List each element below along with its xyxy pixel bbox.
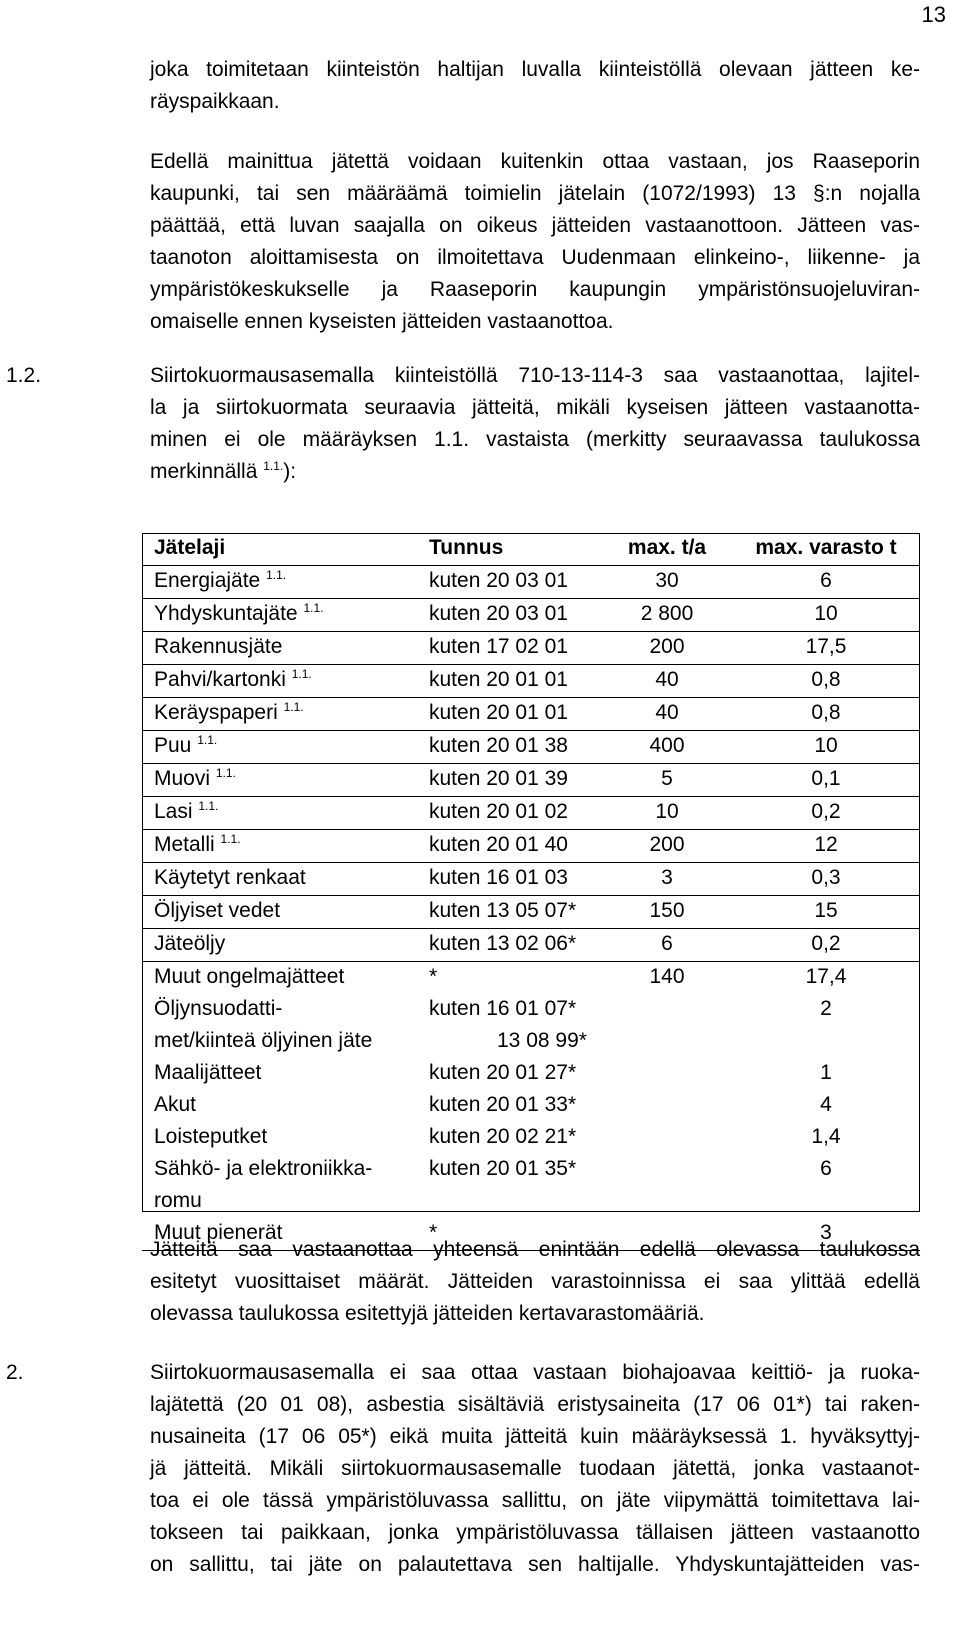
- waste-code-cell: kuten 20 01 35*: [429, 1157, 577, 1180]
- waste-code-cell: kuten 16 01 03: [417, 863, 602, 896]
- table-row: [142, 797, 920, 830]
- waste-type-cell: [142, 863, 417, 896]
- max-per-year-cell: 140: [649, 965, 685, 988]
- waste-type-cell: [142, 698, 417, 731]
- waste-type-cell: Muut pienerät: [142, 1218, 417, 1251]
- waste-type-cell: Loisteputket: [154, 1125, 268, 1148]
- waste-table: [142, 533, 920, 1251]
- text-line: kaupunki, tai sen määräämä toimielin jätelain (1072/1993) 13 §:n nojalla: [150, 182, 920, 205]
- column-header: Jätelaji: [142, 533, 417, 566]
- waste-code-cell: kuten 13 02 06*: [417, 929, 602, 962]
- footnote-mark: 1.1.: [197, 733, 218, 747]
- waste-code-cell: kuten 20 01 01: [417, 698, 602, 731]
- waste-type-name: Yhdyskuntajäte: [154, 602, 298, 625]
- waste-type-cell: Maalijätteet: [154, 1061, 262, 1084]
- waste-code-cell: kuten 20 01 40: [417, 830, 602, 863]
- max-per-year-cell: 40: [602, 665, 732, 698]
- max-per-year-cell: [602, 1154, 732, 1186]
- waste-code-cell: kuten 20 03 01: [417, 566, 602, 599]
- waste-code-cell: kuten 20 01 27*: [429, 1061, 577, 1084]
- paragraph-section-1-2: [150, 360, 920, 488]
- max-per-year-cell: 2 800: [602, 599, 732, 632]
- waste-type-cell: [142, 896, 417, 929]
- paragraph-section-2: [150, 1357, 920, 1581]
- waste-type-cell: met/kiinteä öljyinen jäte: [154, 1029, 373, 1052]
- max-per-year-cell: 30: [602, 566, 732, 599]
- table-row: [142, 1154, 920, 1186]
- waste-code-cell: *: [417, 1218, 602, 1251]
- text-line: [150, 456, 920, 488]
- max-storage-cell: 0,8: [732, 665, 920, 698]
- column-header: max. t/a: [602, 533, 732, 566]
- waste-type-cell: Sähkö- ja elektroniikka-: [154, 1157, 373, 1180]
- footnote-mark: 1.1.: [220, 832, 241, 846]
- max-per-year-cell: 200: [602, 830, 732, 863]
- text-line: Siirtokuormausasemalla kiinteistöllä 710-13-114-3 saa vastaanottaa, lajitel-: [150, 364, 920, 387]
- max-per-year-cell: [602, 1090, 732, 1122]
- section-number: 1.2.: [6, 364, 42, 387]
- waste-type-cell: [142, 929, 417, 962]
- waste-type-name: Keräyspaperi: [154, 701, 278, 724]
- table-row: [142, 994, 920, 1026]
- text-line: taanoton aloittamisesta on ilmoitettava Uudenmaan elinkeino-, liikenne- ja: [150, 246, 920, 269]
- max-storage-cell: [732, 1186, 920, 1218]
- page-number: 13: [921, 2, 946, 27]
- waste-type-cell: [142, 599, 417, 632]
- waste-code-cell: kuten 20 01 39: [417, 764, 602, 797]
- footnote-mark: 1.1.: [266, 568, 287, 582]
- table-body: [142, 566, 920, 1251]
- table-row: [142, 962, 920, 995]
- max-storage-cell: 0,2: [732, 929, 920, 962]
- max-per-year-cell: 40: [602, 698, 732, 731]
- column-header: max. varasto t: [732, 533, 920, 566]
- footnote-mark: 1.1.: [283, 700, 304, 714]
- table-row: [142, 731, 920, 764]
- footnote-mark: 1.1.: [303, 601, 324, 615]
- max-per-year-cell: [602, 1026, 732, 1058]
- max-per-year-cell: 5: [602, 764, 732, 797]
- waste-code-cell: kuten 20 01 01: [417, 665, 602, 698]
- waste-type-name: Jäteöljy: [154, 932, 226, 955]
- text-line: joka toimitetaan kiinteistön haltijan luvalla kiinteistöllä olevaan jätteen ke-: [150, 58, 920, 81]
- table-row: [142, 698, 920, 731]
- waste-code-cell: [417, 1186, 602, 1218]
- max-storage-cell: 6: [732, 566, 920, 599]
- waste-type-cell: [142, 830, 417, 863]
- table-row: [142, 1026, 920, 1058]
- waste-type-name: Öljyiset vedet: [154, 899, 281, 922]
- text-fragment: ):: [283, 460, 297, 483]
- text-line: tokseen tai paikkaan, jonka ympäristöluvassa tällaisen jätteen vastaanotto: [150, 1521, 920, 1544]
- text-line: räyspaikkaan.: [150, 90, 280, 113]
- footnote-mark: 1.1.: [198, 799, 219, 813]
- max-storage-cell: 0,8: [732, 698, 920, 731]
- max-per-year-cell: [602, 994, 732, 1026]
- table-row: [142, 665, 920, 698]
- max-per-year-cell: [602, 1122, 732, 1154]
- footnote-mark: 1.1.: [291, 667, 312, 681]
- waste-code-cell: kuten 17 02 01: [417, 632, 602, 665]
- table-row: [142, 896, 920, 929]
- max-storage-cell: 1: [820, 1061, 832, 1084]
- max-storage-cell: 17,5: [732, 632, 920, 665]
- paragraph-intro: [150, 54, 920, 118]
- waste-code-cell: kuten 20 01 02: [417, 797, 602, 830]
- text-line: Jätteitä saa vastaanottaa yhteensä enintään edellä olevassa taulukossa: [150, 1238, 920, 1261]
- text-line: olevassa taulukossa esitettyjä jätteiden kertavarastomääriä.: [150, 1302, 705, 1325]
- max-storage-cell: 2: [820, 997, 832, 1020]
- text-line: toa ei ole tässä ympäristöluvassa sallittu, on jäte viipymättä toimitettava lai-: [150, 1489, 920, 1512]
- waste-type-cell: [142, 632, 417, 665]
- waste-code-cell: kuten 16 01 07*: [429, 997, 577, 1020]
- table-row: [142, 599, 920, 632]
- max-per-year-cell: 200: [602, 632, 732, 665]
- text-line: minen ei ole määräyksen 1.1. vastaista (merkitty seuraavassa taulukossa: [150, 428, 920, 451]
- section-number: 2.: [6, 1361, 24, 1384]
- table-header-row: [142, 533, 920, 566]
- text-fragment: merkinnällä: [150, 460, 264, 483]
- table-row: [142, 764, 920, 797]
- waste-code-cell: kuten 20 01 33*: [429, 1093, 577, 1116]
- table-row: [142, 1122, 920, 1154]
- text-line: esitetyt vuosittaiset määrät. Jätteiden varastoinnissa ei saa ylittää edellä: [150, 1270, 920, 1293]
- waste-code-cell: kuten 13 05 07*: [417, 896, 602, 929]
- text-line: lajätettä (20 01 08), asbestia sisältäviä eristysaineita (17 06 01*) tai raken-: [150, 1393, 920, 1416]
- table-row: [142, 1090, 920, 1122]
- text-line: Edellä mainittua jätettä voidaan kuitenkin ottaa vastaan, jos Raaseporin: [150, 150, 920, 173]
- text-line: päättää, että luvan saajalla on oikeus jätteiden vastaanottoon. Jätteen vas-: [150, 214, 920, 237]
- max-storage-cell: 12: [732, 830, 920, 863]
- max-storage-cell: 1,4: [811, 1125, 841, 1148]
- waste-type-cell: [142, 764, 417, 797]
- table-row: [142, 1186, 920, 1218]
- max-per-year-cell: [602, 1186, 732, 1218]
- waste-type-name: Muovi: [154, 767, 211, 790]
- max-storage-cell: 10: [732, 599, 920, 632]
- waste-type-cell: [142, 731, 417, 764]
- max-per-year-cell: 3: [602, 863, 732, 896]
- max-storage-cell: 6: [820, 1157, 832, 1180]
- waste-type-cell: romu: [154, 1189, 202, 1212]
- paragraph-totals: [150, 1234, 920, 1330]
- waste-type-cell: Akut: [154, 1093, 197, 1116]
- text-line: la ja siirtokuormata seuraavia jätteitä, mikäli kyseisen jätteen vastaanotta-: [150, 396, 920, 419]
- max-storage-cell: 15: [732, 896, 920, 929]
- max-per-year-cell: 400: [602, 731, 732, 764]
- max-storage-cell: 3: [732, 1218, 920, 1251]
- text-line: Siirtokuormausasemalla ei saa ottaa vastaan biohajoavaa keittiö- ja ruoka-: [150, 1361, 920, 1384]
- max-per-year-cell: 6: [602, 929, 732, 962]
- waste-code-cell: 13 08 99*: [497, 1029, 587, 1052]
- waste-type-cell: [142, 566, 417, 599]
- column-header: Tunnus: [417, 533, 602, 566]
- waste-type-name: Pahvi/kartonki: [154, 668, 286, 691]
- text-line: nusaineita (17 06 05*) eikä muita jätteitä kuin määräyksessä 1. hyväksyttyj-: [150, 1425, 920, 1448]
- waste-type-name: Energiajäte: [154, 569, 261, 592]
- table-row: [142, 863, 920, 896]
- waste-code-cell: kuten 20 03 01: [417, 599, 602, 632]
- max-storage-cell: 0,2: [732, 797, 920, 830]
- text-line: jä jätteitä. Mikäli siirtokuormausasemalle tuodaan jätettä, jonka vastaanot-: [150, 1457, 920, 1480]
- table-row: [142, 830, 920, 863]
- paragraph-exception: [150, 146, 920, 338]
- footnote-mark: 1.1.: [215, 766, 236, 780]
- waste-type-cell: Öljynsuodatti-: [154, 997, 283, 1020]
- waste-code-cell: kuten 20 02 21*: [429, 1125, 577, 1148]
- max-storage-cell: 4: [820, 1093, 832, 1116]
- max-per-year-cell: [602, 1058, 732, 1090]
- waste-code-cell: kuten 20 01 38: [417, 731, 602, 764]
- waste-type-cell: [142, 797, 417, 830]
- max-storage-cell: 0,3: [732, 863, 920, 896]
- text-line: omaiselle ennen kyseisten jätteiden vastaanottoa.: [150, 310, 614, 333]
- max-storage-cell: 10: [732, 731, 920, 764]
- max-per-year-cell: 10: [602, 797, 732, 830]
- max-storage-cell: 17,4: [805, 965, 847, 988]
- waste-type-name: Puu: [154, 734, 192, 757]
- max-storage-cell: 0,1: [732, 764, 920, 797]
- waste-type-name: Lasi: [154, 800, 193, 823]
- max-per-year-cell: 150: [602, 896, 732, 929]
- waste-type-name: Käytetyt renkaat: [154, 866, 306, 889]
- waste-code-cell: *: [429, 965, 438, 988]
- waste-group-title: Muut ongelmajätteet: [154, 965, 345, 988]
- footnote-mark: 1.1.: [263, 459, 284, 473]
- waste-type-cell: [142, 665, 417, 698]
- text-line: on sallittu, tai jäte on palautettava sen haltijalle. Yhdyskuntajätteiden vas-: [150, 1553, 920, 1576]
- text-line: ympäristökeskukselle ja Raaseporin kaupungin ympäristönsuojeluviran-: [150, 278, 920, 301]
- table-row: [142, 929, 920, 962]
- waste-type-name: Rakennusjäte: [154, 635, 283, 658]
- table-row: [142, 566, 920, 599]
- max-storage-cell: [732, 1026, 920, 1058]
- table-row: [142, 1058, 920, 1090]
- waste-type-name: Metalli: [154, 833, 215, 856]
- table-row: [142, 632, 920, 665]
